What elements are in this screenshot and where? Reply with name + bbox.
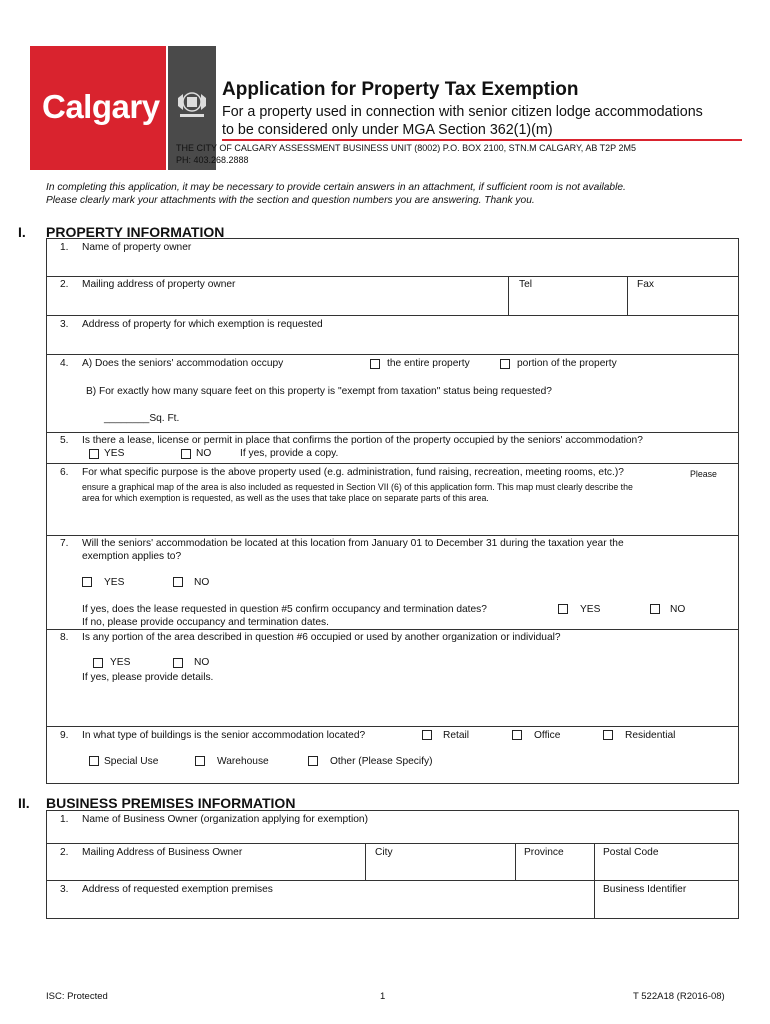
s2-q2-number: 2. — [60, 847, 69, 858]
q7-no-checkbox[interactable] — [173, 577, 183, 587]
q7-followup-no-label: NO — [670, 604, 686, 615]
q6-purpose-field[interactable] — [82, 506, 732, 532]
row-divider — [46, 843, 739, 844]
footer-page-number: 1 — [380, 991, 386, 1002]
province-field[interactable] — [520, 861, 590, 878]
office-label: Office — [534, 730, 561, 741]
q5-yes-label: YES — [104, 448, 125, 459]
q6-label-tail: Please — [690, 469, 717, 479]
section-1-numeral: I. — [18, 224, 26, 240]
row-divider — [46, 432, 739, 433]
owner-tel-label: Tel — [519, 279, 533, 290]
q8-yes-label: YES — [110, 657, 131, 668]
other-checkbox[interactable] — [308, 756, 318, 766]
q5-no-label: NO — [196, 448, 212, 459]
q9-label: In what type of buildings is the senior accommodation located? — [82, 730, 366, 741]
q7-followup-no-checkbox[interactable] — [650, 604, 660, 614]
business-owner-name-label: Name of Business Owner (organization applying for exemption) — [82, 814, 368, 825]
exemption-premises-address-field[interactable] — [82, 898, 590, 916]
business-identifier-field[interactable] — [600, 898, 734, 916]
col-divider — [365, 843, 366, 880]
sqft-field[interactable]: ________Sq. Ft. — [104, 413, 180, 424]
exempt-property-address-field[interactable] — [82, 333, 732, 351]
q5-label: Is there a lease, license or permit in place that confirms the portion of the property occupied by the seniors' accommodation? — [82, 435, 643, 446]
header-divider — [222, 139, 742, 141]
q8-no-checkbox[interactable] — [173, 658, 183, 668]
property-owner-name-field[interactable] — [82, 256, 732, 274]
q3-number: 3. — [60, 319, 69, 330]
q5-number: 5. — [60, 435, 69, 446]
warehouse-checkbox[interactable] — [195, 756, 205, 766]
footer-form-id: T 522A18 (R2016-08) — [633, 991, 725, 1002]
owner-fax-field[interactable] — [634, 294, 734, 312]
instructions — [46, 181, 626, 207]
q5-yes-checkbox[interactable] — [89, 449, 99, 459]
calgary-logo — [30, 46, 166, 170]
q7-followup-yes-label: YES — [580, 604, 601, 615]
q8-number: 8. — [60, 632, 69, 643]
q7-label-line-1: Will the seniors' accommodation be located at this location from January 01 to December 31 during the taxation year the — [82, 538, 624, 549]
portion-property-checkbox[interactable] — [500, 359, 510, 369]
q7-followup-note: If no, please provide occupancy and termination dates. — [82, 617, 329, 628]
q7-followup-yes-checkbox[interactable] — [558, 604, 568, 614]
logo-text: Calgary — [42, 88, 160, 125]
row-divider — [46, 535, 739, 536]
owner-tel-field[interactable] — [515, 294, 621, 312]
business-mailing-address-field[interactable] — [82, 861, 360, 878]
row-divider — [46, 726, 739, 727]
q7-no-label: NO — [194, 577, 210, 588]
q1-number: 1. — [60, 242, 69, 253]
retail-checkbox[interactable] — [422, 730, 432, 740]
q8-no-label: NO — [194, 657, 210, 668]
row-divider — [46, 354, 739, 355]
postal-code-label: Postal Code — [603, 847, 659, 858]
q4b-label: B) For exactly how many square feet on this property is "exempt from taxation" status being requested? — [86, 386, 552, 397]
q6-note-1: ensure a graphical map of the area is also included as requested in Section VII (6) of this application form. This map must clearly describe the — [82, 482, 633, 492]
q7-number: 7. — [60, 538, 69, 549]
owner-fax-label: Fax — [637, 279, 654, 290]
q7-followup-question: If yes, does the lease requested in question #5 confirm occupancy and termination dates? — [82, 604, 487, 615]
special-use-label: Special Use — [104, 756, 159, 767]
city-field[interactable] — [371, 861, 511, 878]
entire-property-label: the entire property — [387, 358, 470, 369]
retail-label: Retail — [443, 730, 470, 741]
address-phone: PH: 403.268.2888 — [176, 155, 249, 165]
residential-label: Residential — [625, 730, 676, 741]
s2-q1-number: 1. — [60, 814, 69, 825]
office-checkbox[interactable] — [512, 730, 522, 740]
q6-note-2: area for which exemption is requested, as well as the uses that take place on separate parts of this area. — [82, 493, 489, 503]
q7-label-line-2: exemption applies to? — [82, 551, 182, 562]
business-identifier-label: Business Identifier — [603, 884, 687, 895]
section-2-numeral: II. — [18, 795, 30, 811]
q6-label: For what specific purpose is the above property used (e.g. administration, fund raising, recreation, meeting rooms, etc.)? — [82, 467, 624, 478]
address-line-1: THE CITY OF CALGARY ASSESSMENT BUSINESS UNIT (8002) P.O. BOX 2100, STN.M CALGARY, AB T2P 2M5 — [176, 143, 637, 153]
portion-property-label: portion of the property — [517, 358, 617, 369]
other-label: Other (Please Specify) — [330, 756, 433, 767]
crest-icon — [172, 84, 212, 124]
q5-note: If yes, provide a copy. — [240, 448, 339, 459]
q8-yes-checkbox[interactable] — [93, 658, 103, 668]
q4-number: 4. — [60, 358, 69, 369]
row-divider — [46, 629, 739, 630]
q6-number: 6. — [60, 467, 69, 478]
city-address — [176, 142, 636, 166]
s2-q3-number: 3. — [60, 884, 69, 895]
entire-property-checkbox[interactable] — [370, 359, 380, 369]
exempt-property-address-label: Address of property for which exemption is requested — [82, 319, 323, 330]
owner-mailing-address-label: Mailing address of property owner — [82, 279, 236, 290]
q5-no-checkbox[interactable] — [181, 449, 191, 459]
q8-details-field[interactable] — [82, 688, 732, 722]
residential-checkbox[interactable] — [603, 730, 613, 740]
row-divider — [46, 463, 739, 464]
q2-number: 2. — [60, 279, 69, 290]
q7-yes-checkbox[interactable] — [82, 577, 92, 587]
row-divider — [46, 880, 739, 881]
instructions-line-2: Please clearly mark your attachments with the section and question numbers you are answering. Thank you. — [46, 195, 535, 206]
col-divider — [594, 843, 595, 919]
q9-number: 9. — [60, 730, 69, 741]
row-divider — [46, 276, 739, 277]
exemption-premises-address-label: Address of requested exemption premises — [82, 884, 273, 895]
q7-yes-label: YES — [104, 577, 125, 588]
col-divider — [627, 276, 628, 315]
q4a-label: A) Does the seniors' accommodation occupy — [82, 358, 284, 369]
business-owner-name-field[interactable] — [82, 826, 732, 842]
form-title: Application for Property Tax Exemption — [222, 79, 579, 100]
section-1-heading: PROPERTY INFORMATION — [46, 224, 225, 240]
footer-classification: ISC: Protected — [46, 991, 108, 1002]
q8-label: Is any portion of the area described in question #6 occupied or used by another organization or individual? — [82, 632, 561, 643]
postal-code-field[interactable] — [600, 861, 734, 878]
subtitle-line-2: to be considered only under MGA Section 362(1)(m) — [222, 122, 553, 138]
form-subtitle — [222, 103, 703, 139]
col-divider — [508, 276, 509, 315]
property-owner-name-label: Name of property owner — [82, 242, 192, 253]
warehouse-label: Warehouse — [217, 756, 269, 767]
special-use-checkbox[interactable] — [89, 756, 99, 766]
row-divider — [46, 315, 739, 316]
city-label: City — [375, 847, 393, 858]
province-label: Province — [524, 847, 564, 858]
business-mailing-address-label: Mailing Address of Business Owner — [82, 847, 243, 858]
col-divider — [515, 843, 516, 880]
owner-mailing-address-field[interactable] — [82, 294, 502, 312]
section-2-heading: BUSINESS PREMISES INFORMATION — [46, 795, 296, 811]
subtitle-line-1: For a property used in connection with senior citizen lodge accommodations — [222, 104, 703, 120]
instructions-line-1: In completing this application, it may be necessary to provide certain answers in an attachment, if sufficient room is not available. — [46, 182, 626, 193]
q8-followup: If yes, please provide details. — [82, 672, 214, 683]
